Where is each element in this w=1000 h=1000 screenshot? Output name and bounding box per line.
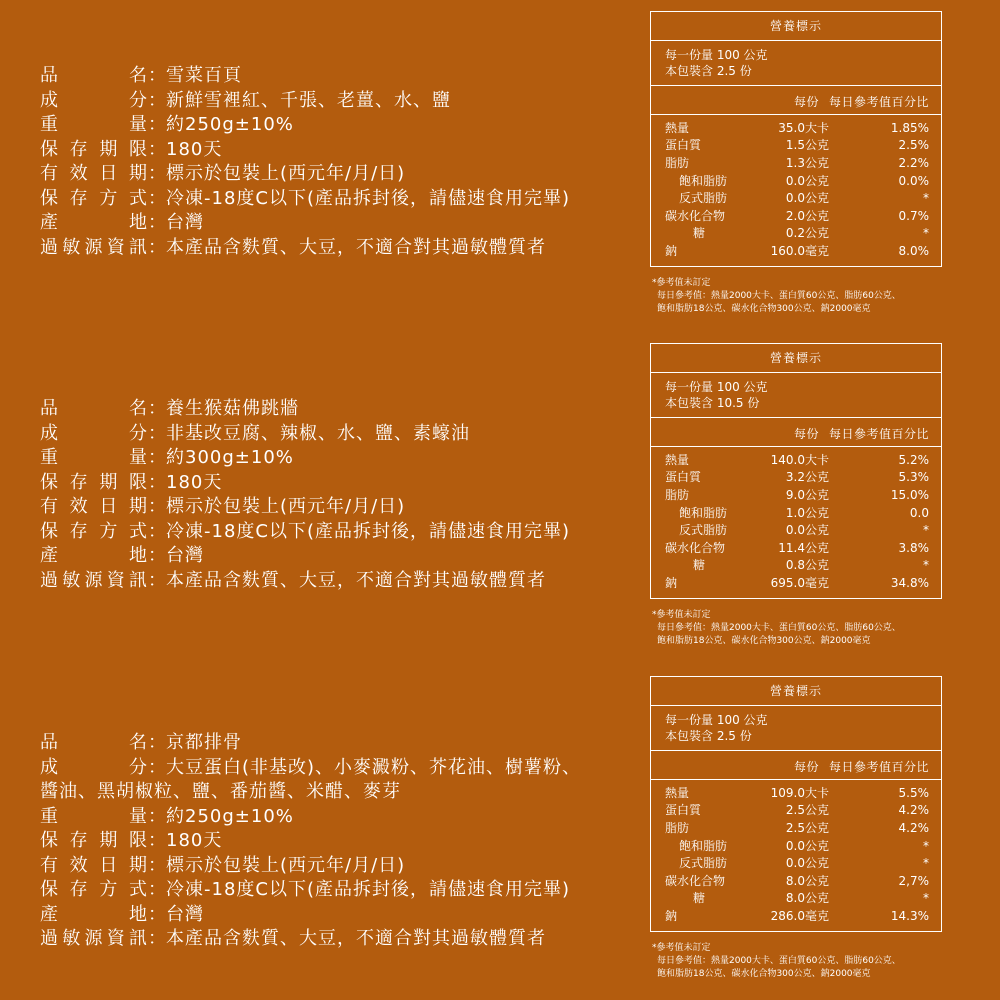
nutrient-name: 反式脂肪 — [679, 856, 728, 871]
colon: ： — [148, 879, 167, 900]
allergen-label: 過敏源資訊 — [40, 569, 148, 591]
nutrient-pct: * — [923, 191, 929, 206]
nutrient-value: 1.3公克 — [785, 155, 829, 170]
nutrient-pct: 2.2% — [898, 155, 929, 170]
product-name: 京都排骨 — [166, 732, 242, 753]
storage-row — [40, 187, 640, 212]
colon: ： — [148, 830, 167, 851]
weight-label: 重 量 — [40, 114, 148, 135]
nutrient-row-carbs — [665, 539, 929, 557]
colon: ： — [148, 422, 167, 444]
colon: ： — [148, 65, 167, 86]
nutrition-table — [650, 11, 942, 267]
nutrition-title: 營養標示 — [651, 677, 941, 706]
nutrient-pct: 0.7% — [898, 208, 929, 223]
nutrient-name: 飽和脂肪 — [679, 838, 728, 853]
expiry-label: 有效日期 — [40, 854, 148, 876]
nutrient-pct: * — [923, 558, 929, 573]
weight-row — [40, 805, 640, 830]
ingredients-label: 成 分 — [40, 422, 148, 444]
nutrition-title: 營養標示 — [651, 344, 941, 373]
expiry-label: 有效日期 — [40, 496, 148, 517]
colon: ： — [148, 756, 167, 778]
nutrition-rows — [651, 780, 941, 931]
colon: ： — [148, 236, 167, 258]
nutrient-value: 11.4公克 — [778, 540, 829, 555]
nutrient-row-energy — [665, 451, 929, 469]
nutrient-name: 蛋白質 — [665, 803, 702, 818]
origin-label: 產 地 — [40, 903, 148, 925]
allergen-value: 本產品含麩質、大豆，不適合對其過敏體質者 — [166, 569, 546, 591]
colon: ： — [148, 471, 167, 493]
footnote-line: 每日參考值：熱量2000大卡、蛋白質60公克、脂肪60公克、 — [657, 955, 901, 966]
nutrient-value: 0.0公克 — [785, 838, 829, 853]
origin-value: 台灣 — [166, 212, 204, 233]
allergen-row — [40, 569, 640, 594]
nutrient-pct: 34.8% — [890, 575, 929, 590]
nutrient-name: 反式脂肪 — [679, 523, 728, 538]
nutrition-rows — [651, 447, 941, 598]
colon: ： — [148, 89, 167, 111]
nutrient-name: 碳水化合物 — [665, 540, 726, 555]
nutrient-pct: * — [923, 891, 929, 906]
nutrition-panel-3 — [650, 676, 942, 981]
footnote-line: 飽和脂肪18公克、碳水化合物300公克、鈉2000毫克 — [657, 635, 871, 646]
nutrient-row-trans-fat — [665, 854, 929, 872]
nutrient-pct: 3.8% — [898, 540, 929, 555]
ingredients-continued: 醬油、黑胡椒粒、鹽、番茄醬、米醋、麥芽 — [40, 781, 401, 802]
nutrition-footnote — [650, 277, 942, 316]
nutrient-name: 鈉 — [665, 243, 678, 258]
nutrition-table — [650, 676, 942, 932]
nutrient-pct: 0.0 — [909, 505, 929, 520]
origin-row — [40, 211, 640, 236]
nutrient-pct: 5.2% — [898, 452, 929, 467]
weight-label: 重 量 — [40, 447, 148, 468]
weight-value: 約250g±10% — [166, 114, 294, 135]
colon: ： — [148, 928, 167, 949]
product-info-2 — [40, 397, 640, 593]
colon: ： — [148, 732, 167, 753]
colon: ： — [148, 854, 167, 876]
nutrient-name: 脂肪 — [665, 487, 690, 502]
nutrient-pct: * — [923, 226, 929, 241]
nutrient-value: 286.0毫克 — [770, 908, 829, 923]
name-label: 品 名 — [40, 65, 148, 86]
shelf-life-value: 180天 — [166, 471, 223, 493]
nutrient-row-carbs — [665, 872, 929, 890]
nutrition-header — [651, 86, 941, 115]
allergen-row — [40, 236, 640, 261]
nutrient-value: 3.2公克 — [785, 470, 829, 485]
shelf-life-label: 保存期限 — [40, 830, 148, 851]
nutrient-name: 飽和脂肪 — [679, 505, 728, 520]
nutrient-value: 2.5公克 — [785, 820, 829, 835]
nutrient-value: 0.8公克 — [785, 558, 829, 573]
storage-value: 冷凍-18度C以下(產品拆封後，請儘速食用完畢) — [166, 879, 571, 900]
colon: ： — [148, 903, 167, 925]
nutrition-table — [650, 343, 942, 599]
shelf-life-row — [40, 471, 640, 496]
nutrient-name: 鈉 — [665, 908, 678, 923]
nutrient-name: 糖 — [693, 891, 706, 906]
nutrient-value: 160.0毫克 — [770, 243, 829, 258]
nutrient-row-sat-fat — [665, 504, 929, 522]
nutrition-footnote — [650, 942, 942, 981]
nutrient-row-carbs — [665, 207, 929, 225]
nutrient-name: 脂肪 — [665, 155, 690, 170]
storage-label: 保存方式 — [40, 879, 148, 900]
nutrient-name: 糖 — [693, 558, 706, 573]
nutrient-pct: 2,7% — [898, 873, 929, 888]
expiry-row — [40, 162, 640, 187]
nutrient-name: 蛋白質 — [665, 470, 702, 485]
per-serving-header: 每份 — [793, 95, 819, 109]
nutrient-pct: 2.5% — [898, 138, 929, 153]
footnote-line: 飽和脂肪18公克、碳水化合物300公克、鈉2000毫克 — [657, 303, 871, 314]
nutrition-panel-1 — [650, 11, 942, 316]
nutrient-row-sugar — [665, 890, 929, 908]
footnote-line: *參考值未訂定 — [652, 942, 711, 953]
daily-pct-header: 每日參考值百分比 — [828, 95, 929, 109]
nutrient-value: 0.0公克 — [785, 191, 829, 206]
nutrient-row-protein — [665, 802, 929, 820]
nutrient-name: 糖 — [693, 226, 706, 241]
footnote-line: 每日參考值：熱量2000大卡、蛋白質60公克、脂肪60公克、 — [657, 290, 901, 301]
allergen-value: 本產品含麩質、大豆，不適合對其過敏體質者 — [166, 928, 546, 949]
nutrient-pct: 5.5% — [898, 785, 929, 800]
nutrient-row-sugar — [665, 225, 929, 243]
weight-row — [40, 446, 640, 471]
name-label: 品 名 — [40, 398, 148, 419]
nutrient-row-sodium — [665, 242, 929, 260]
nutrition-title: 營養標示 — [651, 12, 941, 41]
storage-row — [40, 878, 640, 903]
colon: ： — [148, 187, 167, 209]
nutrient-value: 0.0公克 — [785, 173, 829, 188]
daily-pct-header: 每日參考值百分比 — [828, 427, 929, 441]
colon: ： — [148, 447, 167, 468]
nutrient-row-sat-fat — [665, 172, 929, 190]
storage-label: 保存方式 — [40, 520, 148, 542]
nutrient-value: 8.0公克 — [785, 891, 829, 906]
nutrient-name: 熱量 — [665, 785, 690, 800]
shelf-life-label: 保存期限 — [40, 138, 148, 160]
expiry-row — [40, 854, 640, 879]
nutrient-value: 8.0公克 — [785, 873, 829, 888]
expiry-value: 標示於包裝上(西元年/月/日) — [166, 163, 406, 184]
shelf-life-value: 180天 — [166, 830, 223, 851]
nutrient-name: 碳水化合物 — [665, 208, 726, 223]
allergen-label: 過敏源資訊 — [40, 928, 148, 949]
ingredients-value: 大豆蛋白(非基改)、小麥澱粉、芥花油、樹薯粉、 — [166, 756, 582, 778]
nutrient-name: 熱量 — [665, 452, 690, 467]
name-label: 品 名 — [40, 732, 148, 753]
origin-label: 產 地 — [40, 212, 148, 233]
product-info-1 — [40, 64, 640, 260]
shelf-life-row — [40, 829, 640, 854]
nutrient-name: 飽和脂肪 — [679, 173, 728, 188]
ingredients-continued-row — [40, 780, 640, 805]
nutrient-pct: 5.3% — [898, 470, 929, 485]
footnote-line: *參考值未訂定 — [652, 277, 711, 288]
nutrient-name: 反式脂肪 — [679, 191, 728, 206]
nutrient-name: 熱量 — [665, 120, 690, 135]
servings-per-pack: 本包裝含 2.5 份 — [665, 729, 752, 743]
nutrient-row-fat — [665, 486, 929, 504]
nutrient-row-sodium — [665, 907, 929, 925]
product-name-row — [40, 397, 640, 422]
origin-label: 產 地 — [40, 545, 148, 566]
product-name: 養生猴菇佛跳牆 — [166, 398, 299, 419]
product-name-row — [40, 64, 640, 89]
nutrient-value: 0.2公克 — [785, 226, 829, 241]
nutrient-row-fat — [665, 154, 929, 172]
nutrient-pct: 8.0% — [898, 243, 929, 258]
nutrient-pct: 4.2% — [898, 820, 929, 835]
nutrient-value: 2.5公克 — [785, 803, 829, 818]
nutrient-pct: * — [923, 838, 929, 853]
weight-value: 約300g±10% — [166, 447, 294, 468]
nutrient-row-trans-fat — [665, 189, 929, 207]
nutrient-value: 1.5公克 — [785, 138, 829, 153]
product-name-row — [40, 731, 640, 756]
weight-label: 重 量 — [40, 805, 148, 827]
serving-size: 每一份量 100 公克 — [665, 48, 768, 62]
expiry-value: 標示於包裝上(西元年/月/日) — [166, 854, 406, 876]
nutrient-row-protein — [665, 469, 929, 487]
ingredients-label: 成 分 — [40, 756, 148, 778]
nutrient-row-energy — [665, 784, 929, 802]
ingredients-row — [40, 89, 640, 114]
serving-info — [651, 373, 941, 418]
allergen-value: 本產品含麩質、大豆，不適合對其過敏體質者 — [166, 236, 546, 258]
origin-row — [40, 903, 640, 928]
nutrient-row-fat — [665, 819, 929, 837]
nutrient-value: 2.0公克 — [785, 208, 829, 223]
expiry-row — [40, 495, 640, 520]
nutrition-header — [651, 418, 941, 447]
serving-size: 每一份量 100 公克 — [665, 380, 768, 394]
nutrition-panel-2 — [650, 343, 942, 648]
serving-info — [651, 41, 941, 86]
colon: ： — [148, 805, 167, 827]
nutrient-row-sugar — [665, 557, 929, 575]
storage-label: 保存方式 — [40, 187, 148, 209]
nutrient-name: 鈉 — [665, 575, 678, 590]
nutrition-header — [651, 751, 941, 780]
product-info-3 — [40, 731, 640, 952]
ingredients-label: 成 分 — [40, 89, 148, 111]
servings-per-pack: 本包裝含 2.5 份 — [665, 64, 752, 78]
nutrient-row-sodium — [665, 574, 929, 592]
origin-value: 台灣 — [166, 545, 204, 566]
colon: ： — [148, 212, 167, 233]
ingredients-value: 非基改豆腐、辣椒、水、鹽、素蠔油 — [166, 422, 470, 444]
nutrition-footnote — [650, 609, 942, 648]
shelf-life-row — [40, 138, 640, 163]
weight-row — [40, 113, 640, 138]
nutrient-name: 碳水化合物 — [665, 873, 726, 888]
weight-value: 約250g±10% — [166, 805, 294, 827]
origin-value: 台灣 — [166, 903, 204, 925]
per-serving-header: 每份 — [793, 427, 819, 441]
colon: ： — [148, 496, 167, 517]
colon: ： — [148, 114, 167, 135]
footnote-line: 每日參考值：熱量2000大卡、蛋白質60公克、脂肪60公克、 — [657, 622, 901, 633]
nutrient-value: 35.0大卡 — [778, 120, 829, 135]
ingredients-value: 新鮮雪裡紅、千張、老薑、水、鹽 — [166, 89, 451, 111]
nutrient-row-trans-fat — [665, 521, 929, 539]
nutrient-value: 695.0毫克 — [770, 575, 829, 590]
nutrient-pct: 4.2% — [898, 803, 929, 818]
footnote-line: 飽和脂肪18公克、碳水化合物300公克、鈉2000毫克 — [657, 968, 871, 979]
colon: ： — [148, 520, 167, 542]
nutrient-value: 0.0公克 — [785, 523, 829, 538]
footnote-line: *參考值未訂定 — [652, 609, 711, 620]
daily-pct-header: 每日參考值百分比 — [828, 760, 929, 774]
nutrient-name: 脂肪 — [665, 820, 690, 835]
ingredients-row — [40, 756, 640, 781]
nutrient-row-energy — [665, 119, 929, 137]
shelf-life-value: 180天 — [166, 138, 223, 160]
nutrition-rows — [651, 115, 941, 266]
nutrient-value: 1.0公克 — [785, 505, 829, 520]
nutrient-pct: * — [923, 856, 929, 871]
expiry-label: 有效日期 — [40, 163, 148, 184]
expiry-value: 標示於包裝上(西元年/月/日) — [166, 496, 406, 517]
colon: ： — [148, 163, 167, 184]
serving-size: 每一份量 100 公克 — [665, 713, 768, 727]
serving-info — [651, 706, 941, 751]
storage-value: 冷凍-18度C以下(產品拆封後，請儘速食用完畢) — [166, 187, 571, 209]
colon: ： — [148, 398, 167, 419]
nutrient-value: 109.0大卡 — [770, 785, 829, 800]
storage-row — [40, 520, 640, 545]
nutrient-value: 140.0大卡 — [770, 452, 829, 467]
shelf-life-label: 保存期限 — [40, 471, 148, 493]
per-serving-header: 每份 — [793, 760, 819, 774]
nutrient-value: 9.0公克 — [785, 487, 829, 502]
origin-row — [40, 544, 640, 569]
colon: ： — [148, 138, 167, 160]
nutrient-pct: 1.85% — [890, 120, 929, 135]
nutrient-pct: 14.3% — [890, 908, 929, 923]
nutrient-value: 0.0公克 — [785, 856, 829, 871]
nutrient-pct: * — [923, 523, 929, 538]
allergen-label: 過敏源資訊 — [40, 236, 148, 258]
storage-value: 冷凍-18度C以下(產品拆封後，請儘速食用完畢) — [166, 520, 571, 542]
nutrient-row-sat-fat — [665, 837, 929, 855]
colon: ： — [148, 545, 167, 566]
product-name: 雪菜百頁 — [166, 65, 242, 86]
allergen-row — [40, 927, 640, 952]
nutrient-pct: 15.0% — [890, 487, 929, 502]
nutrient-name: 蛋白質 — [665, 138, 702, 153]
servings-per-pack: 本包裝含 10.5 份 — [665, 396, 760, 410]
nutrient-pct: 0.0% — [898, 173, 929, 188]
colon: ： — [148, 569, 167, 591]
nutrient-row-protein — [665, 137, 929, 155]
ingredients-row — [40, 422, 640, 447]
